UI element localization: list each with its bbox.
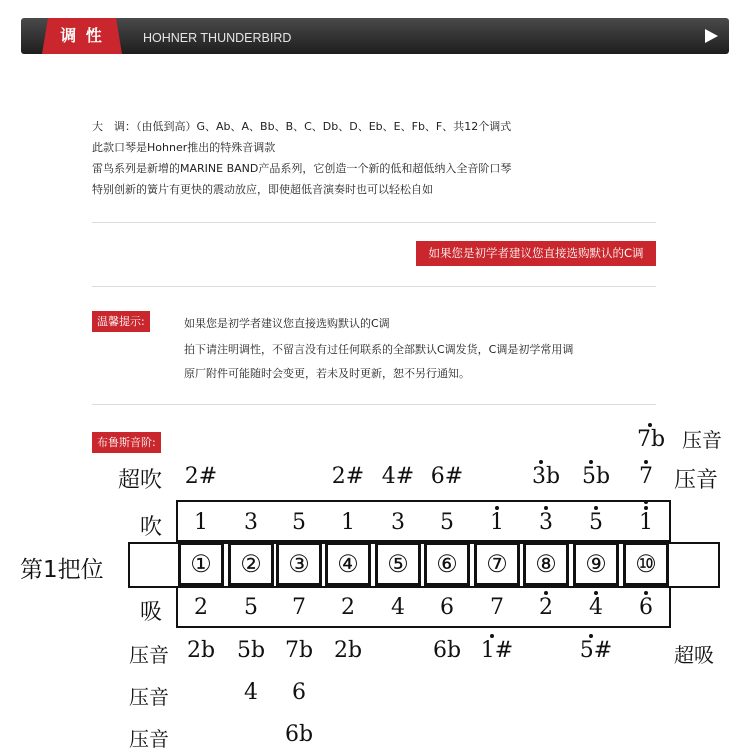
note-overblow-6: 6# — [430, 464, 464, 489]
overdraw-label: 超吸 — [674, 643, 714, 667]
tip-line-2: 拍下请注明调性，不留言没有过任何联系的全部默认C调发货，C调是初学常用调 — [184, 343, 574, 356]
note-dot — [495, 506, 499, 510]
note-bend3-3: 6b — [284, 722, 314, 747]
note-draw-3: 7 — [292, 595, 306, 620]
note-bend1-2: 5b — [236, 638, 266, 663]
note-dot — [644, 460, 648, 464]
note-blow-1: 1 — [194, 510, 208, 535]
description-line-4: 特别创新的簧片有更快的震动放应，即使超低音演奏时也可以轻松自如 — [92, 183, 433, 196]
note-draw-9: 4 — [589, 595, 603, 620]
note-blow-5: 3 — [391, 510, 405, 535]
note-draw-8: 2 — [539, 595, 553, 620]
hole-1: ① — [178, 542, 224, 586]
hole-5: ⑤ — [375, 542, 421, 586]
hole-4: ④ — [325, 542, 371, 586]
note-overblow-10: 7 — [639, 464, 653, 489]
note-blow-6: 5 — [440, 510, 454, 535]
description-line-2: 此款口琴是Hohner推出的特殊音调款 — [92, 141, 276, 154]
blow-label: 吹 — [140, 515, 163, 540]
bend-label-2: 压音 — [129, 685, 169, 709]
hole-9: ⑨ — [573, 542, 619, 586]
bend-label-3: 压音 — [129, 727, 169, 751]
divider — [92, 404, 656, 405]
note-dot — [594, 591, 598, 595]
note-dot — [539, 460, 543, 464]
note-dot — [544, 506, 548, 510]
note-dot — [644, 506, 648, 510]
blow-bend-top-label: 压音 — [682, 428, 722, 452]
note-draw-5: 4 — [391, 595, 405, 620]
note-blow-8: 3 — [539, 510, 553, 535]
overblow-label: 超吹 — [118, 468, 163, 493]
note-blow-bend-top: 7b — [636, 427, 666, 452]
note-dot — [589, 460, 593, 464]
note-blow-10: 1 — [639, 510, 653, 535]
note-overblow-5: 4# — [381, 464, 415, 489]
note-bend1-9: 5# — [579, 638, 613, 663]
hole-8: ⑧ — [523, 542, 569, 586]
note-blow-2: 3 — [244, 510, 258, 535]
hole-2: ② — [228, 542, 274, 586]
note-draw-1: 2 — [194, 595, 208, 620]
note-draw-2: 5 — [244, 595, 258, 620]
note-draw-4: 2 — [341, 595, 355, 620]
position-label: 第1把位 — [20, 557, 104, 583]
note-dot — [644, 500, 648, 504]
note-bend1-1: 2b — [186, 638, 216, 663]
note-bend2-2: 4 — [244, 680, 258, 705]
note-dot — [544, 591, 548, 595]
description-line-1: 大 调：（由低到高）G、Ab、A、Bb、B、C、Db、D、Eb、E、Fb、F、共12个调式 — [92, 120, 512, 133]
divider — [92, 286, 656, 287]
note-bend1-4: 2b — [333, 638, 363, 663]
divider — [92, 222, 656, 223]
note-overblow-1: 2# — [184, 464, 218, 489]
note-dot — [648, 423, 652, 427]
note-blow-4: 1 — [341, 510, 355, 535]
note-dot — [490, 634, 494, 638]
note-draw-6: 6 — [440, 595, 454, 620]
note-overblow-8: 3b — [531, 464, 561, 489]
header-tab-label: 调 性 — [60, 26, 104, 45]
tip-line-3: 原厂附件可能随时会变更，若未及时更新，恕不另行通知。 — [184, 367, 470, 380]
note-blow-7: 1 — [490, 510, 504, 535]
hole-6: ⑥ — [424, 542, 470, 586]
note-blow-9: 5 — [589, 510, 603, 535]
beginner-banner: 如果您是初学者建议您直接选购默认的C调 — [416, 241, 656, 266]
tips-label: 温馨提示: — [92, 311, 150, 332]
note-dot — [644, 591, 648, 595]
tip-line-1: 如果您是初学者建议您直接选购默认的C调 — [184, 317, 390, 330]
hole-10: ⑩ — [623, 542, 669, 586]
header-subtitle: HOHNER THUNDERBIRD — [143, 31, 292, 45]
hole-7: ⑦ — [474, 542, 520, 586]
note-bend1-6: 6b — [432, 638, 462, 663]
play-icon[interactable] — [703, 28, 719, 44]
hole-3: ③ — [276, 542, 322, 586]
note-dot — [594, 506, 598, 510]
draw-label: 吸 — [140, 600, 163, 625]
chart-title: 布鲁斯音阶: — [92, 432, 161, 453]
bend-label-1: 压音 — [129, 643, 169, 667]
note-blow-3: 5 — [292, 510, 306, 535]
note-bend2-3: 6 — [292, 680, 306, 705]
note-draw-7: 7 — [490, 595, 504, 620]
note-draw-10: 6 — [639, 595, 653, 620]
note-overblow-4: 2# — [331, 464, 365, 489]
note-dot — [589, 634, 593, 638]
header-bar — [21, 18, 729, 54]
note-overblow-9: 5b — [581, 464, 611, 489]
note-bend1-7: 1# — [480, 638, 514, 663]
note-bend1-3: 7b — [284, 638, 314, 663]
blow-bend-label: 压音 — [674, 468, 719, 493]
description-line-3: 雷鸟系列是新增的MARINE BAND产品系列，它创造一个新的低和超低纳入全音阶口琴 — [92, 162, 512, 175]
